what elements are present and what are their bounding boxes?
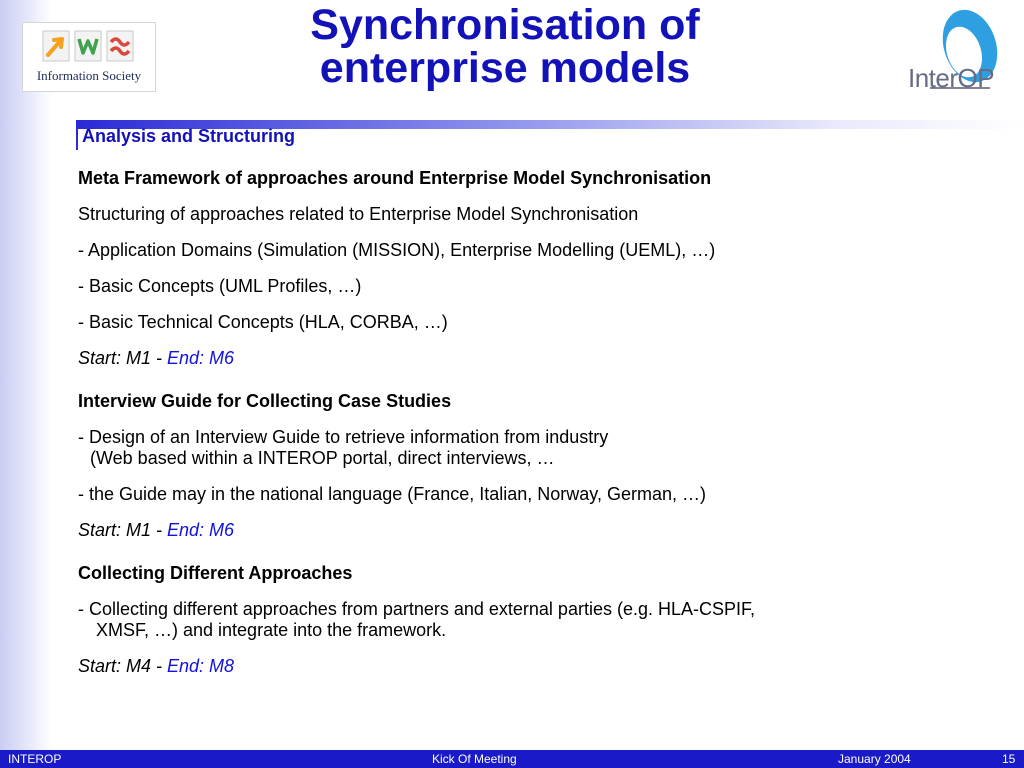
block-line-continuation: XMSF, …) and integrate into the framework. <box>96 620 447 640</box>
block-heading: Meta Framework of approaches around Enterprise Model Synchronisation <box>78 168 712 188</box>
footer-event: Kick Of Meeting <box>432 752 517 766</box>
block-line: - Basic Concepts (UML Profiles, …) <box>78 276 362 296</box>
left-gradient-band <box>0 0 52 750</box>
schedule-start: Start: M1 - <box>78 520 168 540</box>
schedule-end: End: M6 <box>167 520 235 540</box>
schedule-start: Start: M4 - <box>78 656 168 676</box>
footer-bar <box>0 750 1024 768</box>
block-line: - Basic Technical Concepts (HLA, CORBA, …) <box>78 312 448 332</box>
slide-title-line2: enterprise models <box>319 44 691 92</box>
information-society-tiles-icon <box>41 29 137 65</box>
footer-page-number: 15 <box>1002 752 1016 766</box>
block-heading: Collecting Different Approaches <box>78 563 353 583</box>
slide-content <box>78 168 978 699</box>
block-line: Structuring of approaches related to Enterprise Model Synchronisation <box>78 204 639 224</box>
block-line-continuation: (Web based within a INTEROP portal, direct interviews, … <box>90 448 555 468</box>
block-line-text: - Design of an Interview Guide to retrieve information from industry <box>78 427 609 447</box>
information-society-caption: Information Society <box>36 68 142 83</box>
section-title: Analysis and Structuring <box>82 126 296 146</box>
schedule-start: Start: M1 - <box>78 348 168 368</box>
block-schedule <box>78 656 978 677</box>
block-line <box>78 427 978 469</box>
section-bar-tick <box>76 120 78 150</box>
block-line-text: - Collecting different approaches from partners and external parties (e.g. HLA-CSPIF, <box>78 599 755 619</box>
block-line: - the Guide may in the national language (France, Italian, Norway, German, …) <box>78 484 706 504</box>
content-block-interview-guide <box>78 391 978 541</box>
footer-org: INTEROP <box>8 752 62 766</box>
block-schedule <box>78 348 978 369</box>
slide-title-line1: Synchronisation of <box>310 1 700 49</box>
schedule-end: End: M6 <box>167 348 235 368</box>
schedule-end: End: M8 <box>167 656 235 676</box>
slide-title <box>200 1 810 92</box>
content-block-meta-framework <box>78 168 978 369</box>
interop-logo-text: InterOP <box>908 63 995 93</box>
footer-date: January 2004 <box>838 752 911 766</box>
block-schedule <box>78 520 978 541</box>
information-society-logo <box>22 22 156 92</box>
interop-logo <box>898 8 1008 96</box>
content-block-collecting-approaches <box>78 563 978 677</box>
block-heading: Interview Guide for Collecting Case Studies <box>78 391 452 411</box>
block-line: - Application Domains (Simulation (MISSION), Enterprise Modelling (UEML), …) <box>78 240 716 260</box>
block-line <box>78 599 978 641</box>
